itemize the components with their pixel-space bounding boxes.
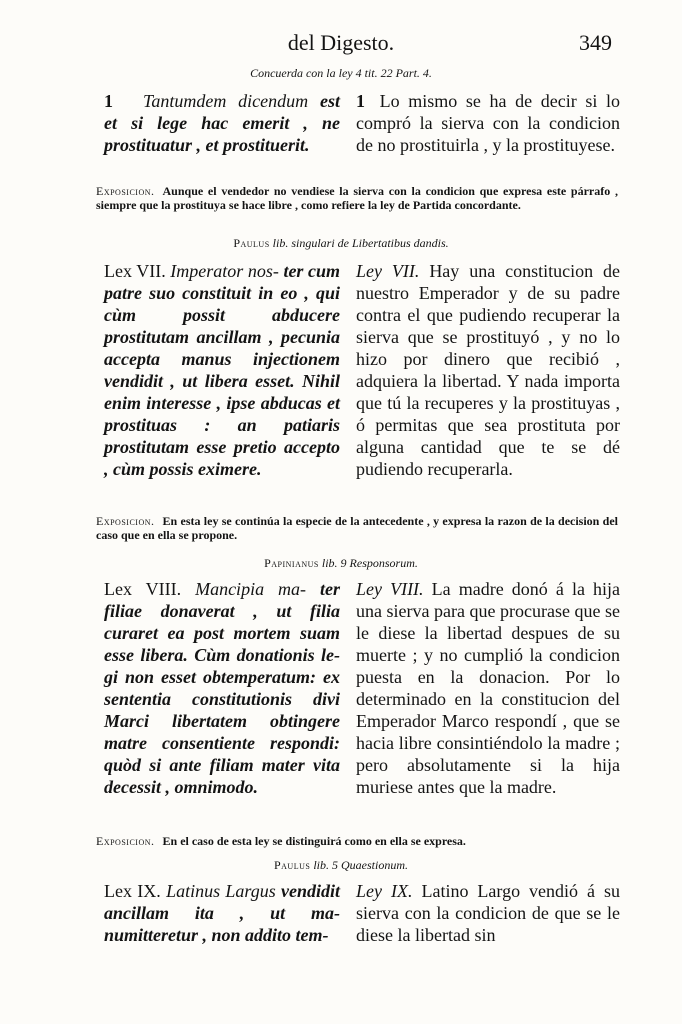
latin-text: ter cum patre suo constituit in eo , qui cùm possit abducere prostitutam ancillam , pecunia accepta manus injectionem vendidit , ut libera esset. Nihil enim interesse , ipse abducas et prostituas : an patiaris prostitutam esse pretio accepto , cùm possis eximere. — [104, 261, 341, 479]
lex-number: Lex IX. — [104, 881, 161, 901]
exposicion-3 — [96, 834, 618, 848]
page-number: 349 — [579, 30, 612, 55]
exposicion-text: Aunque el vendedor no vendiese la sierva con la condicion que expresa este párrafo , siempre que la prostituya se hace libre , como refiere la ley de Partida concordante. — [96, 184, 618, 212]
latin-lead: Mancipia ma- — [195, 579, 307, 599]
running-title: del Digesto. — [287, 30, 395, 55]
source-work: lib. 5 Quaestionum. — [313, 858, 408, 872]
spanish-text: Lo mismo se ha de decir si lo compró la sierva con la condicion de no prostituirla , y la prostituyese. — [356, 91, 620, 155]
spanish-text: Hay una constitucion de nuestro Emperador y de su padre contra el que pudiendo recuperar la sierva que se prostituyó , y no lo hizo por dinero que recibió , adquiera la libertad. Y nada importa que tú la recuperes y la prostituyas , ó permitas que sea prostituta por alguna cantidad que te se dé pudiendo recuperarla. — [356, 261, 620, 479]
source-line-3 — [0, 858, 682, 873]
source-work: lib. 9 Responsorum. — [321, 556, 418, 570]
spanish-ley-8 — [356, 578, 620, 798]
latin-lead: Tantumdem dicendum — [143, 91, 309, 111]
lex-number: Lex VII. — [104, 261, 166, 281]
paragraph-number: 1 — [356, 91, 365, 111]
spanish-ley-9 — [356, 880, 620, 946]
concordance-note: Concuerda con la ley 4 tit. 22 Part. 4. — [250, 66, 432, 80]
source-line-1 — [0, 236, 682, 251]
source-author: Papinianus — [264, 556, 319, 570]
spanish-text: La madre donó á la hija una sierva para que procurase que se le diese la libertad despues de su muerte ; y no cumplió la condicion puesta en la donacion. Por lo determinado en la constitucion del Emperador Marco respondí , que se hacia libre consintiéndolo la madre ; pero absolutamente si la hija muriese antes que la madre. — [356, 579, 621, 797]
latin-text: vendidit ancillam ita , ut manumitteretur , non addito tem- — [104, 881, 341, 945]
ley-number: Ley IX. — [356, 881, 413, 901]
lex-number: Lex VIII. — [104, 579, 182, 599]
spanish-text: Latino Largo vendió á su sierva con la condicion de que se le diese la libertad sin — [356, 881, 621, 945]
exposicion-1 — [96, 184, 618, 212]
exposicion-label: Exposicion. — [96, 834, 155, 848]
source-author: Paulus — [273, 858, 311, 872]
latin-text: ter filiae donaverat , ut filia curaret ea post mortem suam esse libera. Cùm donationis legi non esset obtemperatum: ex sententia constitutionis divi Marci libertatem obtingere matre consentiente respondi: quòd si ante filiam mater vita decessit , omnimodo. — [104, 579, 340, 797]
source-author: Paulus — [233, 236, 270, 250]
exposicion-text: En esta ley se continúa la especie de la antecedente , y expresa la razon de la decision del caso que en ella se propone. — [96, 514, 618, 542]
exposicion-label: Exposicion. — [96, 184, 155, 198]
exposicion-2 — [96, 514, 618, 542]
latin-lex-8 — [104, 578, 340, 798]
spanish-paragraph-1 — [356, 90, 620, 156]
latin-paragraph-1 — [104, 90, 340, 156]
source-work: lib. singulari de Libertatibus dandis. — [272, 236, 449, 250]
spanish-ley-7 — [356, 260, 620, 480]
latin-text: est et si lege hac emerit , ne prostituatur , et prostituerit. — [104, 91, 341, 155]
latin-lex-7 — [104, 260, 340, 480]
latin-lead: Imperator nos- — [170, 261, 279, 281]
ley-number: Ley VIII. — [356, 579, 424, 599]
ley-number: Ley VII. — [356, 261, 420, 281]
source-line-2 — [0, 556, 682, 571]
latin-lex-9 — [104, 880, 340, 946]
paragraph-number: 1 — [104, 91, 113, 111]
exposicion-text: En el caso de esta ley se distinguirá como en ella se expresa. — [162, 834, 466, 848]
exposicion-label: Exposicion. — [96, 514, 155, 528]
latin-lead: Latinus Largus — [166, 881, 276, 901]
